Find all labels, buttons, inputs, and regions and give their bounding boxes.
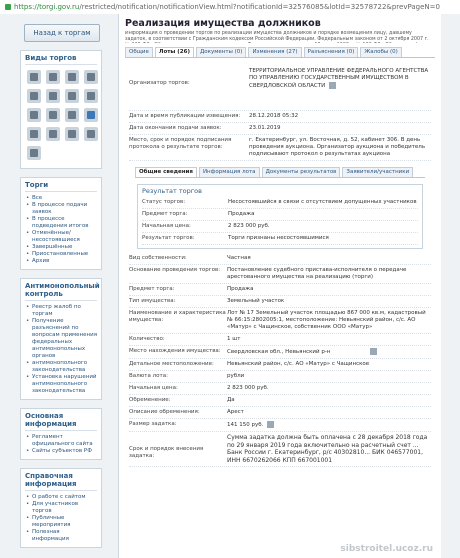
page: [0, 14, 460, 558]
torgi-link[interactable]: • Все: [32, 195, 97, 202]
types-panel-title: Виды торгов: [25, 54, 97, 65]
info-value: г. Екатеринбург, ул. Восточная, д. 52, кабинет 306. В день проведения аукциона. Организатор аукциона и победитель подписывают протокол о результатах аукциона: [249, 137, 426, 157]
info-row: [129, 66, 431, 111]
lot-key: Тип имущества:: [129, 298, 176, 304]
lot-value: Сумма задатка должна быть оплачена с 28 декабря 2018 года по 29 января 2019 года включительно на расчетный счет ... Банк России г. Екатеринбург, р/с 40302810... БИК 046577001, ИНН 6670262066 КПП 667001001: [227, 434, 428, 464]
back-to-torgi-button[interactable]: Назад к торгам: [24, 24, 100, 42]
main-content: [118, 14, 441, 558]
result-row: [142, 197, 418, 209]
lot-value: 1 шт: [227, 336, 241, 342]
torgi-link[interactable]: • Приостановленные: [32, 251, 97, 258]
monument-icon[interactable]: [27, 146, 41, 160]
lot-key: Количество:: [129, 336, 165, 342]
url-host: https://torgi.gov.ru: [14, 3, 80, 11]
lot-value: Продажа: [227, 286, 254, 292]
organizer-name: ТЕРРИТОРИАЛЬНОЕ УПРАВЛЕНИЕ ФЕДЕРАЛЬНОГО АГЕНТСТВА ПО УПРАВЛЕНИЮ ГОСУДАРСТВЕННЫМ ИМУЩЕСТВОМ В СВЕРДЛОВСКОЙ ОБЛАСТИ: [249, 68, 429, 89]
info-row: [129, 111, 431, 123]
ship-icon[interactable]: [27, 127, 41, 141]
mining-icon[interactable]: [46, 127, 60, 141]
lot-key: Начальная цена:: [129, 385, 178, 391]
antimonopoly-panel-title: Антимонопольный контроль: [25, 282, 97, 301]
info-value: 23.01.2019: [249, 125, 281, 131]
lot-row: [129, 419, 431, 432]
antimonopoly-link[interactable]: • Установка нарушений антимонопольного законодательства: [32, 374, 97, 395]
lot-row: [129, 346, 431, 359]
info-icon[interactable]: [267, 421, 274, 428]
lot-row: [129, 296, 431, 308]
main-info-link[interactable]: • Регламент официального сайта: [32, 434, 97, 448]
subtab-participants[interactable]: Заявители/участники: [342, 167, 413, 177]
lot-row: [129, 265, 431, 284]
result-value: Продажа: [228, 211, 255, 217]
torgi-link[interactable]: • Отменённые/несостоявшиеся: [32, 230, 97, 244]
antimonopoly-link[interactable]: • антимонопольного законодательства: [32, 360, 97, 374]
result-key: Результат торгов:: [142, 235, 195, 241]
torgi-link[interactable]: • В процессе подведения итогов: [32, 216, 97, 230]
tab-explanations[interactable]: Разъяснения (0): [304, 47, 359, 57]
notification-tabs: [125, 47, 435, 58]
types-panel: [20, 50, 102, 169]
info-key: Дата окончания подачи заявок:: [129, 125, 222, 131]
lot-value: Невьянский район, с/с. АО «Матур» с Чащинское: [227, 361, 370, 367]
url-path: /restricted/notification/notificationView.html?notificationId=32576085&lotId=32578722&prevPageN=0: [79, 3, 440, 11]
result-key: Начальная цена:: [142, 223, 191, 229]
antimonopoly-panel: [20, 278, 102, 400]
bank-icon[interactable]: [27, 70, 41, 84]
watermark: sibstroitel.ucoz.ru: [340, 544, 433, 554]
lot-value: Частная: [227, 255, 251, 261]
deposit-amount: 141 150 руб.: [227, 422, 264, 428]
tools-icon[interactable]: [27, 89, 41, 103]
result-key: Статус торгов:: [142, 199, 186, 205]
tab-changes[interactable]: Изменения (27): [248, 47, 301, 57]
result-key: Предмет торга:: [142, 211, 188, 217]
map-icon[interactable]: [370, 348, 377, 355]
lot-value: [227, 348, 431, 356]
lot-row: [129, 334, 431, 346]
tab-documents[interactable]: Документы (0): [196, 47, 246, 57]
torgi-link[interactable]: • Завершённые: [32, 244, 97, 251]
lot-key: Предмет торга:: [129, 286, 175, 292]
lot-key: Валюта лота:: [129, 373, 168, 379]
lot-value: Да: [227, 397, 235, 403]
tab-lots[interactable]: Лоты (26): [155, 47, 194, 57]
left-sidebar: [20, 20, 102, 558]
result-row: [142, 221, 418, 233]
lot-row: [129, 284, 431, 296]
help-panel-title: Справочная информация: [25, 472, 97, 491]
lot-key: Наименование и характеристика имущества:: [129, 310, 226, 323]
antimonopoly-link[interactable]: • Получение разъяснений по вопросам применения федеральных антимонопольных органов: [32, 318, 97, 360]
lot-key: Место нахождения имущества:: [129, 348, 221, 354]
torgi-panel-title: Торги: [25, 181, 97, 192]
house-icon[interactable]: [46, 108, 60, 122]
antimonopoly-link[interactable]: • Реестр жалоб по торгам: [32, 304, 97, 318]
result-value: Несостоявшийся в связи с отсутствием допущенных участников: [228, 199, 417, 205]
result-row: [142, 209, 418, 221]
info-key: Дата и время публикации извещения:: [129, 113, 241, 119]
main-info-panel: [20, 408, 102, 460]
tab-general[interactable]: Общие: [125, 47, 153, 57]
lot-row: [129, 395, 431, 407]
lot-key: Срок и порядок внесения задатка:: [129, 446, 204, 459]
result-caption: Результат торгов: [142, 187, 202, 195]
auction-result-box: [137, 184, 423, 249]
lot-value: Арест: [227, 409, 244, 415]
lot-row: [129, 432, 431, 467]
lot-key: Детальное местоположение:: [129, 361, 214, 367]
torgi-link[interactable]: • Архив: [32, 258, 97, 265]
subtab-general[interactable]: Общие сведения: [135, 167, 197, 177]
fish-icon[interactable]: [27, 108, 41, 122]
factory-icon[interactable]: [46, 70, 60, 84]
lot-row: [129, 383, 431, 395]
subtab-result-docs[interactable]: Документы результатов: [262, 167, 341, 177]
lot-value: Постановление судебного пристава-исполнителя о передаче арестованного имущества на реализацию (торги): [227, 267, 407, 280]
lot-value: Земельный участок: [227, 298, 285, 304]
debtor-property-icon[interactable]: [84, 108, 98, 122]
info-row: [129, 135, 431, 161]
oil-icon[interactable]: [46, 89, 60, 103]
lot-details: [119, 253, 441, 467]
location-text: Свердловская обл., Невьянский р-н: [227, 349, 331, 355]
lot-row: [129, 308, 431, 334]
intro-text: Информация о проведении торгов по реализации имущества должников и порядке возмещения лицу, давшему задаток, в соответствии с Гражданским кодексом Российской Федерации. Федеральным законом от 2 октября 2007 г.: [125, 31, 429, 42]
torgi-panel: [20, 177, 102, 270]
result-value: 2 823 000 руб.: [228, 223, 270, 229]
info-value: 28.12.2018 05:32: [249, 113, 299, 119]
lot-subtabs: [135, 167, 425, 178]
help-link[interactable]: • Полезная информация: [32, 529, 97, 543]
lot-key: Вид собственности:: [129, 255, 187, 261]
info-row: [129, 123, 431, 135]
lot-row: [129, 253, 431, 265]
tab-complaints[interactable]: Жалобы (0): [360, 47, 401, 57]
info-key: Организатор торгов:: [129, 80, 190, 86]
info-card-icon[interactable]: [329, 82, 336, 89]
energy-icon[interactable]: [65, 127, 79, 141]
main-info-panel-title: Основная информация: [25, 412, 97, 431]
main-info-link[interactable]: • Сайты субъектов РФ: [32, 448, 97, 455]
lot-value: Лот № 17 Земельный участок площадью 867 000 кв.м, кадастровый № 66:15:2802005:1, местоположение: Невьянский район, с/с. АО «Матур» с Чащинское, собственник ООО «Матур»: [227, 310, 426, 330]
help-link[interactable]: • О работе с сайтом: [32, 494, 97, 501]
lot-key: Описание обременения:: [129, 409, 200, 415]
water-icon[interactable]: [84, 127, 98, 141]
info-key: Место, срок и порядок подписания протокола о результате торгов:: [129, 137, 232, 150]
lock-icon: [5, 4, 11, 10]
lot-row: [129, 359, 431, 371]
help-link[interactable]: • Для участников торгов: [32, 501, 97, 515]
info-value: [249, 68, 431, 108]
lot-value: [227, 421, 431, 429]
help-link[interactable]: • Публичные мероприятия: [32, 515, 97, 529]
lot-row: [129, 407, 431, 419]
type-icon-grid: [25, 68, 97, 164]
lot-key: Размер задатка:: [129, 421, 177, 427]
lot-value: 2 823 000 руб.: [227, 385, 269, 391]
forest-icon[interactable]: [65, 89, 79, 103]
page-title: Реализация имущества должников: [125, 18, 321, 29]
transport-icon[interactable]: [84, 89, 98, 103]
subtab-lot-info[interactable]: Информация лота: [199, 167, 260, 177]
result-row: [142, 233, 418, 245]
torgi-link[interactable]: • В процессе подачи заявок: [32, 202, 97, 216]
land-icon[interactable]: [84, 70, 98, 84]
document-icon[interactable]: [65, 108, 79, 122]
browser-url-bar[interactable]: [0, 0, 460, 15]
lot-row: [129, 371, 431, 383]
lot-key: Основание проведения торгов:: [129, 267, 221, 273]
lot-value: рубли: [227, 373, 245, 379]
lot-key: Обременение:: [129, 397, 171, 403]
help-panel: [20, 468, 102, 548]
result-value: Торги признаны несостоявшимися: [228, 235, 329, 241]
building-icon[interactable]: [65, 70, 79, 84]
